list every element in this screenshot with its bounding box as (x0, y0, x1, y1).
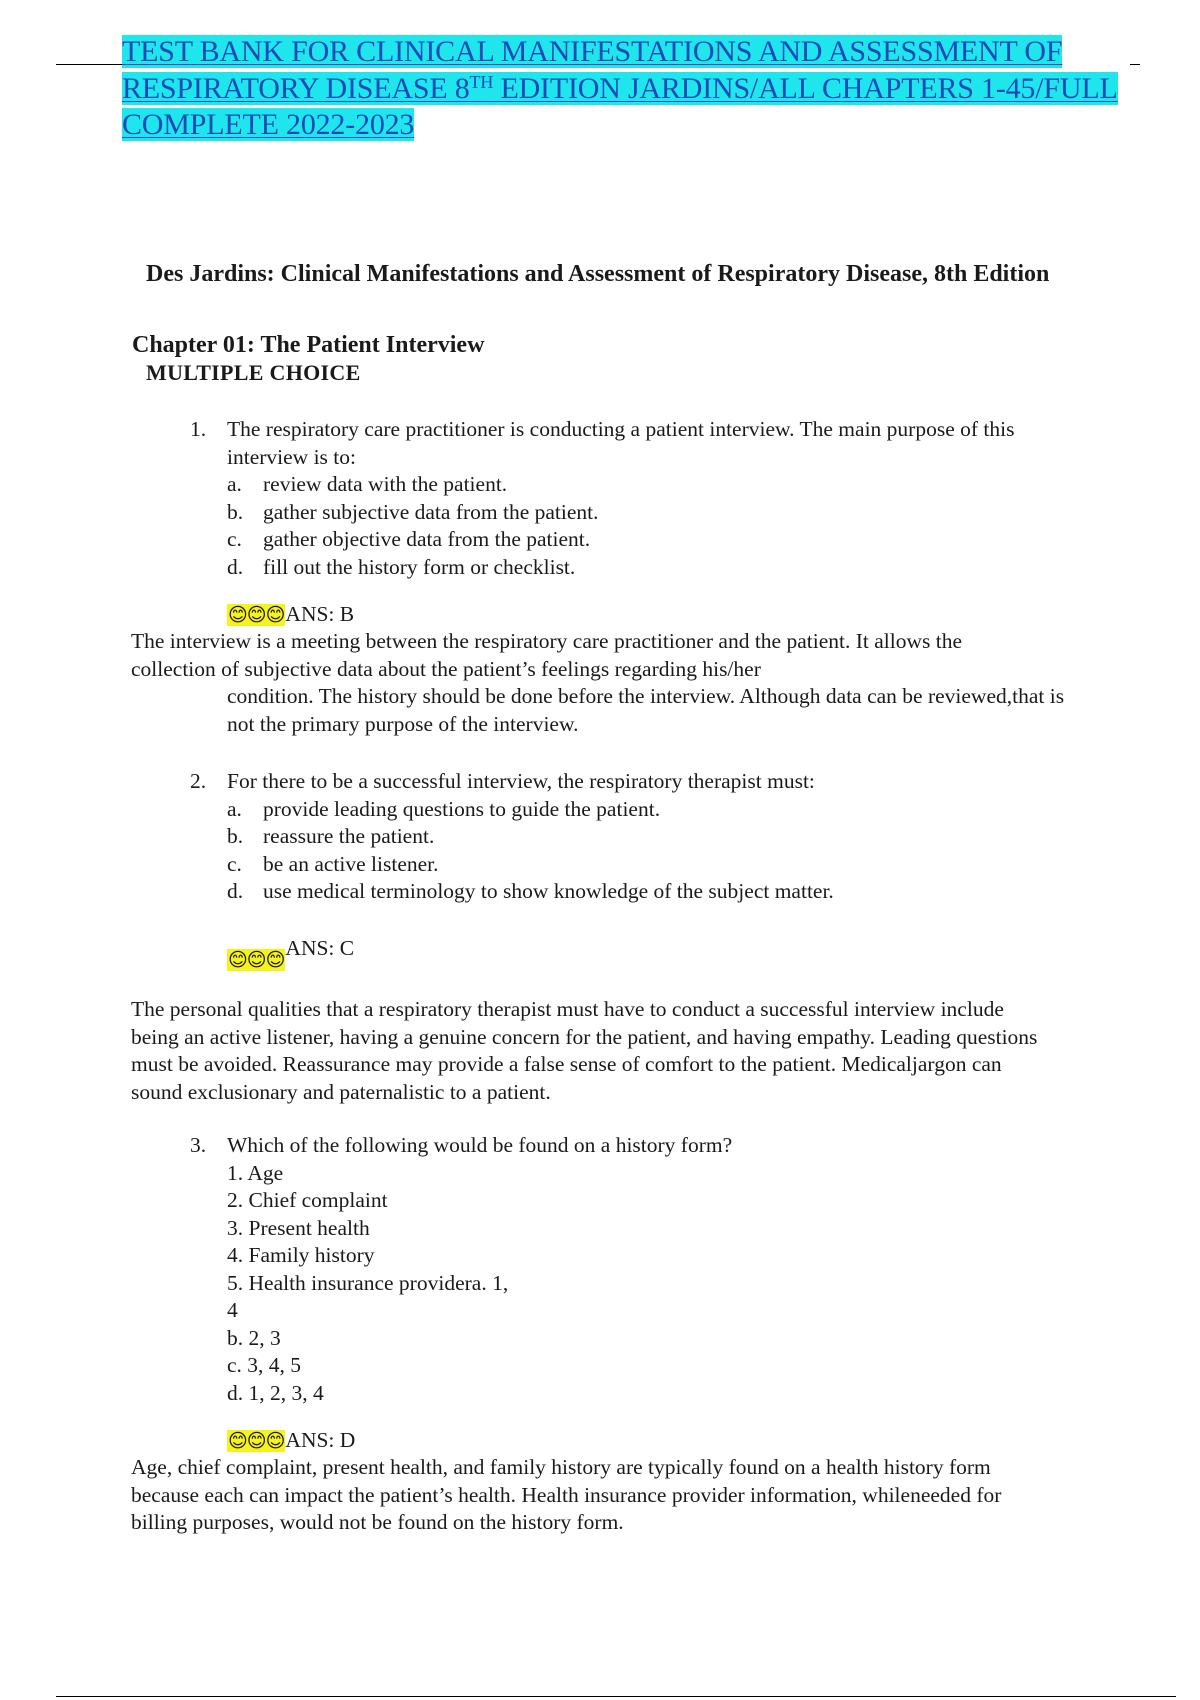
question-stem (227, 768, 1150, 796)
option-text: use medical terminology to show knowledge of the subject matter. (263, 879, 834, 903)
answer-3 (227, 1426, 355, 1455)
list-item: d. 1, 2, 3, 4 (227, 1380, 324, 1405)
option-letter: d. (227, 554, 244, 579)
list-item: 4 (227, 1298, 238, 1322)
title-line-2 (122, 72, 1118, 105)
section-heading: MULTIPLE CHOICE (146, 360, 361, 385)
options-list (227, 796, 1150, 906)
rationale-line: billing purposes, would not be found on the history form. (131, 1510, 624, 1534)
title-line-1: TEST BANK FOR CLINICAL MANIFESTATIONS AND ASSESSMENT OF (122, 35, 1063, 68)
option-text: review data with the patient. (263, 472, 508, 496)
option-b (227, 499, 1150, 527)
options-list (227, 471, 1150, 581)
footer-rule (56, 1696, 1176, 1697)
option-d (227, 878, 1150, 906)
option-letter: b. (227, 824, 244, 848)
rationale-line: being an active listener, having a genuine concern for the patient, and having empathy. Leading questions (131, 1024, 1038, 1049)
list-item: c. 3, 4, 5 (227, 1353, 302, 1377)
list-item: 5. Health insurance providera. 1, (227, 1270, 509, 1295)
list-item: 1. Age (227, 1160, 284, 1185)
smiley-icon: 😊😊😊 (228, 604, 285, 626)
answer-text: ANS: B (285, 602, 355, 626)
rationale-line: collection of subjective data about the patient’s feelings regarding his/her (131, 656, 761, 681)
question-stem (227, 416, 1150, 471)
rationale-line: not the primary purpose of the interview. (227, 711, 579, 736)
smiley-icon: 😊😊😊 (228, 1430, 285, 1452)
list-item: 4. Family history (227, 1243, 375, 1267)
option-letter: c. (227, 851, 242, 876)
option-letter: a. (227, 796, 242, 821)
option-c (227, 526, 1150, 554)
option-text: gather objective data from the patient. (263, 527, 591, 551)
option-b (227, 823, 1150, 851)
stem-line: Which of the following would be found on a history form? (227, 1133, 733, 1157)
question-number: 3. (190, 1133, 207, 1157)
rationale-2 (131, 996, 1181, 1106)
question-number: 2. (190, 769, 207, 793)
title-superscript: TH (469, 71, 494, 92)
answer-text: ANS: C (285, 936, 355, 960)
chapter-heading: Chapter 01: The Patient Interview (132, 332, 485, 358)
stem-line: For there to be a successful interview, the respiratory therapist must: (227, 769, 815, 793)
rationale-3 (131, 1454, 1181, 1537)
option-c (227, 851, 1150, 879)
rationale-1 (131, 628, 1181, 738)
option-letter: a. (227, 472, 242, 496)
title-line-3: COMPLETE 2022-2023 (122, 108, 415, 141)
option-text: provide leading questions to guide the patient. (263, 796, 661, 821)
option-letter: d. (227, 879, 244, 903)
option-a (227, 471, 1150, 499)
option-text: fill out the history form or checklist. (263, 554, 576, 579)
option-letter: c. (227, 527, 242, 551)
option-letter: b. (227, 499, 244, 524)
option-text: reassure the patient. (263, 824, 435, 848)
rationale-line: sound exclusionary and paternalistic to a patient. (131, 1079, 551, 1104)
rationale-line: The interview is a meeting between the respiratory care practitioner and the patient. It allows the (131, 629, 963, 653)
option-text: gather subjective data from the patient. (263, 499, 599, 524)
rationale-line: The personal qualities that a respiratory therapist must have to conduct a successful interview include (131, 997, 1004, 1021)
answer-1 (227, 600, 354, 629)
rationale-line: Age, chief complaint, present health, and family history are typically found on a health history form (131, 1455, 991, 1479)
question-stem (227, 1132, 1150, 1160)
option-d (227, 554, 1150, 582)
smiley-icon: 😊😊😊 (228, 949, 285, 971)
stem-line: The respiratory care practitioner is conducting a patient interview. The main purpose of this (227, 417, 1015, 441)
question-1 (190, 416, 1150, 581)
document-title (122, 34, 1200, 144)
book-title: Des Jardins: Clinical Manifestations and Assessment of Respiratory Disease, 8th Edition (146, 261, 1050, 287)
option-text: be an active listener. (263, 851, 439, 876)
title-rule-left (56, 64, 122, 65)
question-number: 1. (190, 417, 207, 441)
title-line-2a: RESPIRATORY DISEASE 8 (122, 71, 470, 105)
answer-text: ANS: D (285, 1428, 356, 1452)
title-line-2b: EDITION JARDINS/ALL CHAPTERS 1-45/FULL (493, 71, 1118, 105)
list-item: b. 2, 3 (227, 1325, 281, 1350)
rationale-line: because each can impact the patient’s health. Health insurance provider information, whileneeded for (131, 1482, 1002, 1507)
question-3 (190, 1132, 1150, 1407)
stem-line: interview is to: (227, 444, 356, 469)
list-item: 2. Chief complaint (227, 1188, 388, 1212)
answer-2 (227, 934, 355, 971)
question-2 (190, 768, 1150, 906)
option-a (227, 796, 1150, 824)
list-item: 3. Present health (227, 1215, 370, 1240)
rationale-line: must be avoided. Reassurance may provide a false sense of comfort to the patient. Medicaljargon can (131, 1052, 1002, 1076)
rationale-line: condition. The history should be done before the interview. Although data can be reviewed,that is (227, 684, 1065, 708)
